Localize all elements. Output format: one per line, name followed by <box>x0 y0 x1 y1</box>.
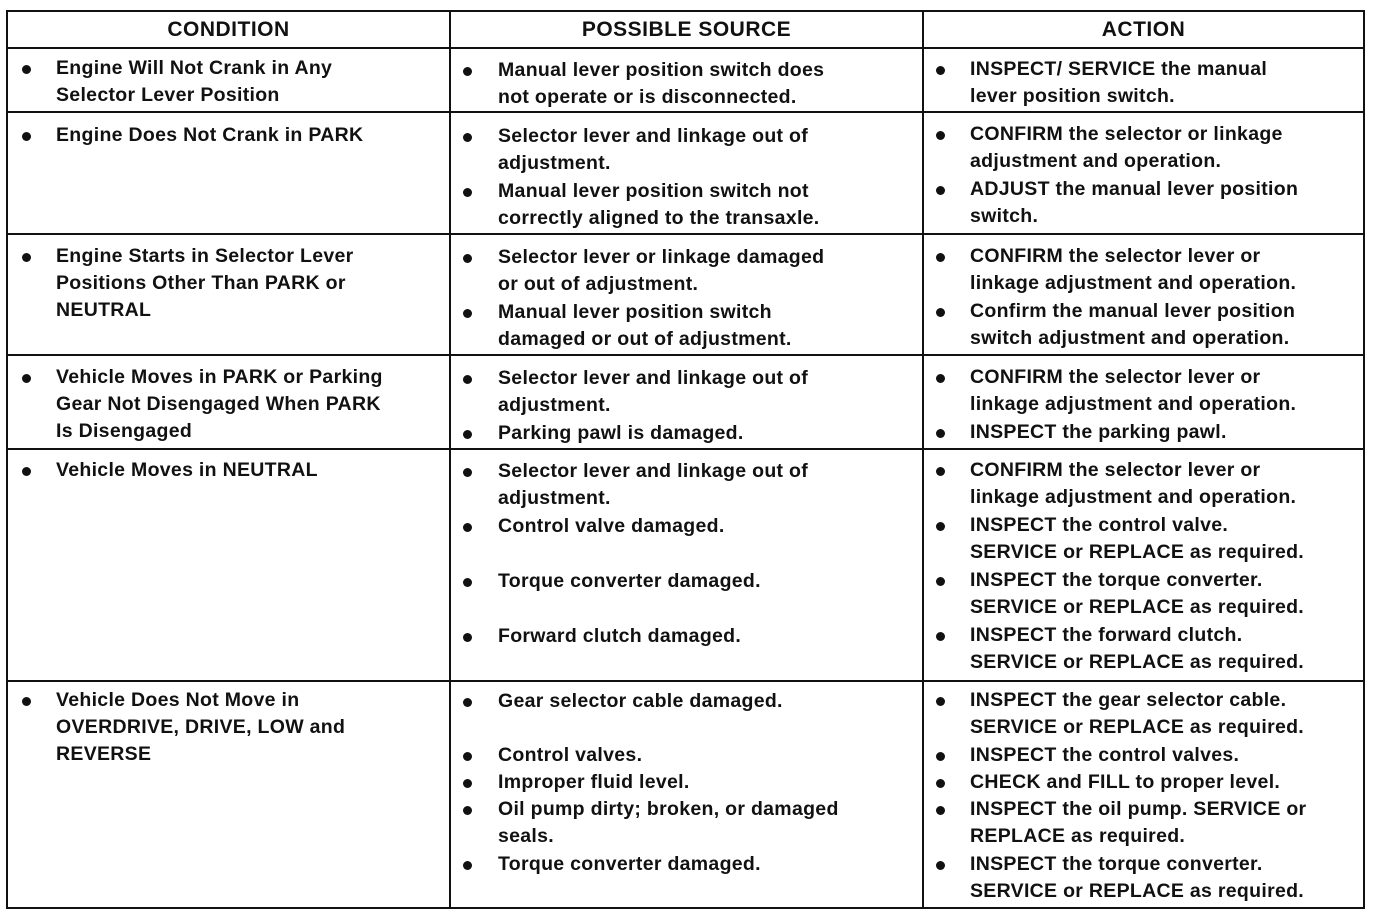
action-text: INSPECT the control valve. SERVICE or REPLACE as required. <box>970 514 1305 563</box>
bullet-icon <box>463 633 472 642</box>
action-text: INSPECT the oil pump. SERVICE or REPLACE as required. <box>970 798 1307 847</box>
bullet-icon <box>463 309 472 318</box>
row-divider <box>8 233 1363 235</box>
bullet-icon <box>463 779 472 788</box>
source-text: Forward clutch damaged. <box>498 625 742 647</box>
source-text: Selector lever or linkage damaged or out of adjustment. <box>498 246 825 295</box>
bullet-icon <box>936 697 945 706</box>
column-divider <box>449 12 451 907</box>
action-text: INSPECT/ SERVICE the manual lever position switch. <box>970 58 1268 107</box>
bullet-icon <box>463 861 472 870</box>
source-text: Selector lever and linkage out of adjustment. <box>498 125 809 174</box>
row-divider <box>8 448 1363 450</box>
source-text: Control valves. <box>498 744 643 766</box>
bullet-icon <box>463 578 472 587</box>
bullet-icon <box>463 523 472 532</box>
bullet-icon <box>22 374 31 383</box>
source-text: Improper fluid level. <box>498 771 690 793</box>
action-text: CONFIRM the selector lever or linkage adjustment and operation. <box>970 245 1297 294</box>
bullet-icon <box>463 430 472 439</box>
source-text: Manual lever position switch damaged or out of adjustment. <box>498 301 792 350</box>
condition-text: Engine Starts in Selector Lever Positions Other Than PARK or NEUTRAL <box>56 245 354 321</box>
bullet-icon <box>463 468 472 477</box>
header-condition: CONDITION <box>167 18 290 41</box>
bullet-icon <box>463 188 472 197</box>
bullet-icon <box>936 522 945 531</box>
condition-text: Engine Will Not Crank in Any Selector Lever Position <box>56 57 333 106</box>
action-text: INSPECT the gear selector cable. SERVICE or REPLACE as required. <box>970 689 1305 738</box>
header-action: ACTION <box>1101 18 1186 41</box>
bullet-icon <box>936 374 945 383</box>
bullet-icon <box>936 308 945 317</box>
bullet-icon <box>22 132 31 141</box>
action-text: CONFIRM the selector or linkage adjustment and operation. <box>970 123 1283 172</box>
source-text: Selector lever and linkage out of adjustment. <box>498 460 809 509</box>
source-text: Oil pump dirty; broken, or damaged seals. <box>498 798 839 847</box>
row-divider <box>8 680 1363 682</box>
bullet-icon <box>463 698 472 707</box>
condition-text: Vehicle Moves in PARK or Parking Gear Not Disengaged When PARK Is Disengaged <box>56 366 383 442</box>
source-text: Torque converter damaged. <box>498 853 761 875</box>
source-text: Selector lever and linkage out of adjustment. <box>498 367 809 416</box>
bullet-icon <box>936 253 945 262</box>
bullet-icon <box>463 254 472 263</box>
bullet-icon <box>936 861 945 870</box>
bullet-icon <box>463 67 472 76</box>
source-text: Control valve damaged. <box>498 515 725 537</box>
action-text: CHECK and FILL to proper level. <box>970 771 1281 793</box>
action-text: CONFIRM the selector lever or linkage adjustment and operation. <box>970 366 1297 415</box>
bullet-icon <box>936 779 945 788</box>
source-text: Torque converter damaged. <box>498 570 761 592</box>
bullet-icon <box>936 186 945 195</box>
bullet-icon <box>936 806 945 815</box>
bullet-icon <box>936 429 945 438</box>
source-text: Parking pawl is damaged. <box>498 422 744 444</box>
action-text: ADJUST the manual lever position switch. <box>970 178 1299 227</box>
bullet-icon <box>22 65 31 74</box>
bullet-icon <box>463 133 472 142</box>
bullet-icon <box>936 467 945 476</box>
condition-text: Vehicle Does Not Move in OVERDRIVE, DRIVE, LOW and REVERSE <box>56 689 346 765</box>
action-text: INSPECT the control valves. <box>970 744 1240 766</box>
header-possible-source: POSSIBLE SOURCE <box>581 18 792 41</box>
source-text: Gear selector cable damaged. <box>498 690 783 712</box>
row-divider <box>8 111 1363 113</box>
bullet-icon <box>22 253 31 262</box>
condition-text: Engine Does Not Crank in PARK <box>56 124 364 146</box>
source-text: Manual lever position switch does not operate or is disconnected. <box>498 59 825 108</box>
bullet-icon <box>22 697 31 706</box>
condition-text: Vehicle Moves in NEUTRAL <box>56 459 318 481</box>
column-divider <box>922 12 924 907</box>
source-text: Manual lever position switch not correctly aligned to the transaxle. <box>498 180 820 229</box>
action-text: INSPECT the forward clutch. SERVICE or REPLACE as required. <box>970 624 1305 673</box>
action-text: INSPECT the parking pawl. <box>970 421 1227 443</box>
bullet-icon <box>936 632 945 641</box>
bullet-icon <box>22 467 31 476</box>
action-text: Confirm the manual lever position switch adjustment and operation. <box>970 300 1296 349</box>
bullet-icon <box>936 577 945 586</box>
action-text: INSPECT the torque converter. SERVICE or REPLACE as required. <box>970 853 1305 902</box>
bullet-icon <box>936 752 945 761</box>
bullet-icon <box>936 66 945 75</box>
bullet-icon <box>936 131 945 140</box>
action-text: CONFIRM the selector lever or linkage adjustment and operation. <box>970 459 1297 508</box>
row-divider <box>8 47 1363 49</box>
row-divider <box>8 354 1363 356</box>
action-text: INSPECT the torque converter. SERVICE or REPLACE as required. <box>970 569 1305 618</box>
bullet-icon <box>463 752 472 761</box>
diagnosis-table <box>6 10 1365 909</box>
bullet-icon <box>463 375 472 384</box>
bullet-icon <box>463 806 472 815</box>
